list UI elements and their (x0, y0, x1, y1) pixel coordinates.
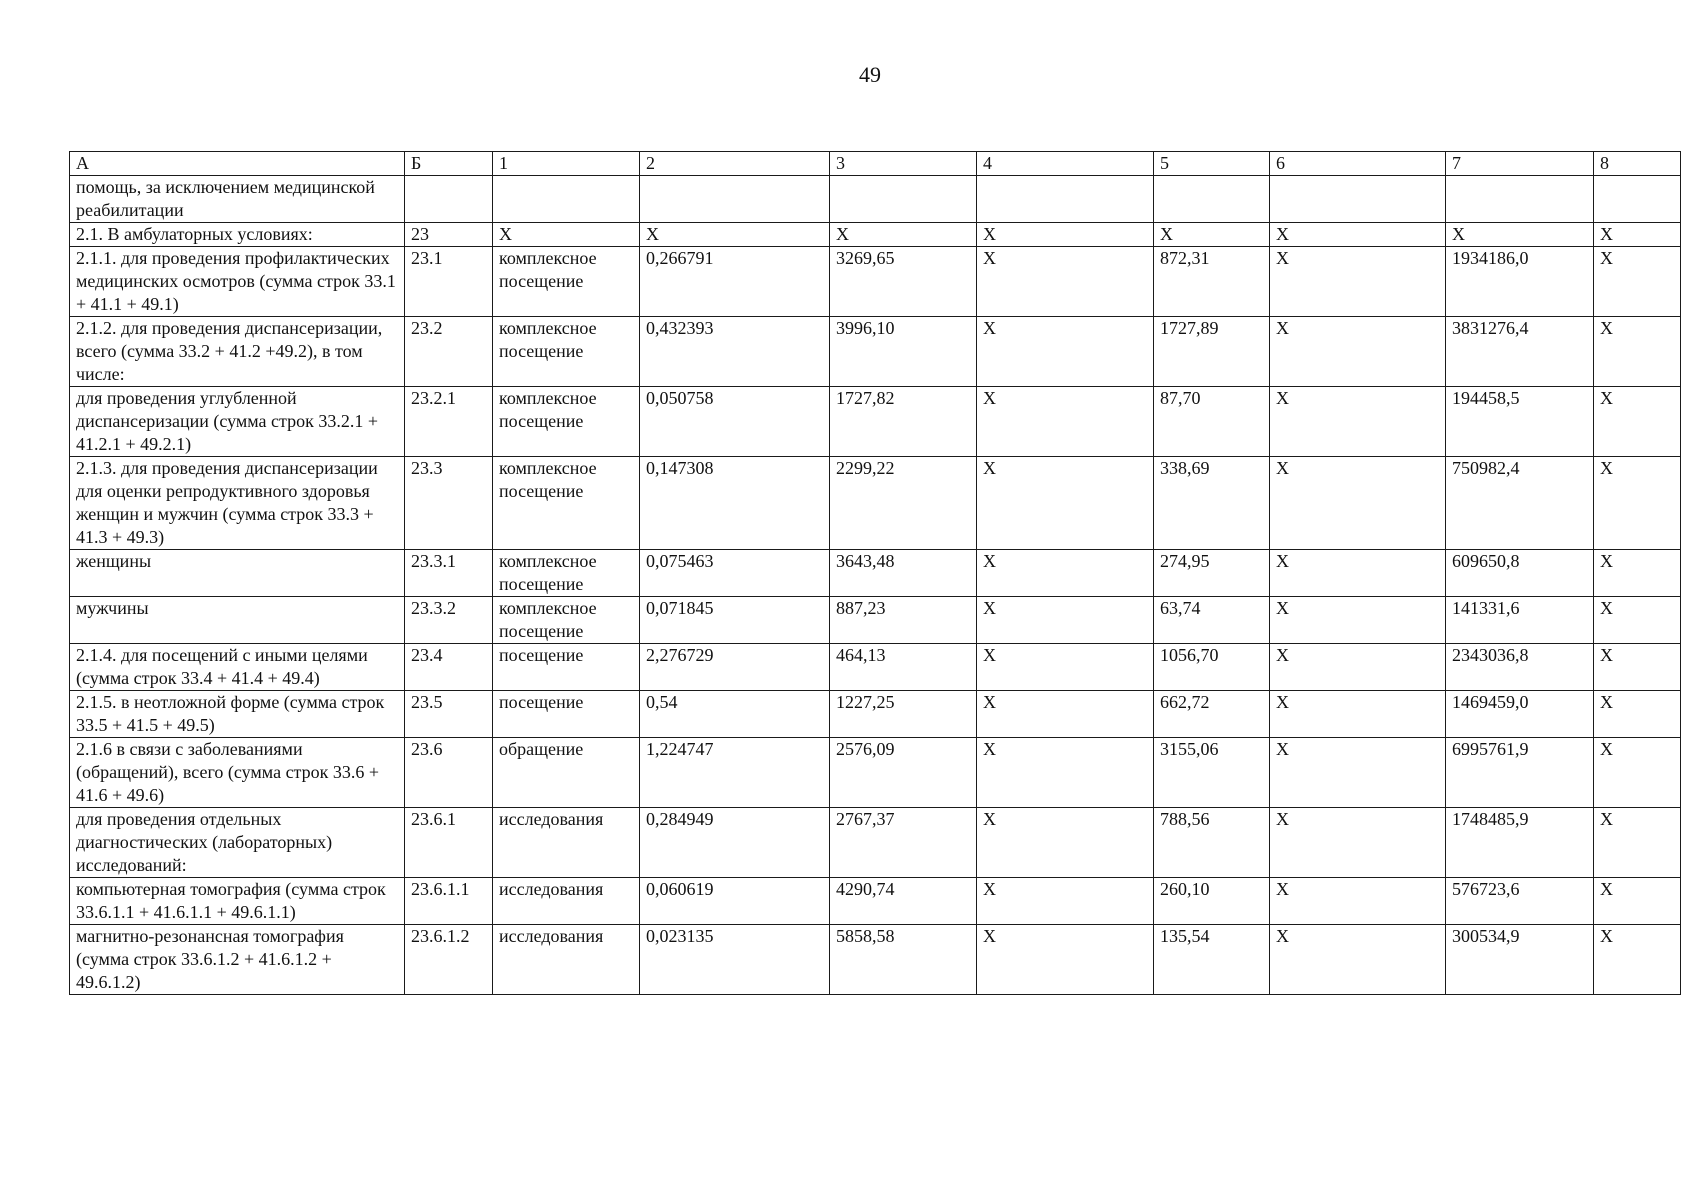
col-8-cell: Х (1594, 317, 1681, 387)
unit-cell: Х (493, 223, 640, 247)
col-8-cell: Х (1594, 223, 1681, 247)
col-4-cell: Х (977, 691, 1154, 738)
col-2-cell: 0,284949 (640, 808, 830, 878)
col-8-cell (1594, 176, 1681, 223)
col-5-cell: 87,70 (1154, 387, 1270, 457)
col-6-cell: Х (1270, 808, 1446, 878)
table-row (70, 457, 1681, 550)
col-7-cell: 1934186,0 (1446, 247, 1594, 317)
table-row (70, 691, 1681, 738)
col-6-cell: Х (1270, 691, 1446, 738)
unit-cell (493, 176, 640, 223)
col-3-cell: 887,23 (830, 597, 977, 644)
col-3-cell: 4290,74 (830, 878, 977, 925)
col-6-cell: Х (1270, 597, 1446, 644)
row-label-cell: для проведения отдельных диагностических (лабораторных) исследований: (70, 808, 405, 878)
col-2-cell: 0,060619 (640, 878, 830, 925)
row-label-cell: 2.1.2. для проведения диспансеризации, всего (сумма 33.2 + 41.2 +49.2), в том числе: (70, 317, 405, 387)
unit-cell: комплексное посещение (493, 387, 640, 457)
col-4-cell: Х (977, 247, 1154, 317)
col-8-cell: Х (1594, 878, 1681, 925)
unit-cell: посещение (493, 644, 640, 691)
col-8-cell: Х (1594, 597, 1681, 644)
col-3-cell: 1227,25 (830, 691, 977, 738)
col-6-cell: Х (1270, 223, 1446, 247)
col-5-cell: 135,54 (1154, 925, 1270, 995)
row-code-cell: 23 (405, 223, 493, 247)
row-label-cell: 2.1.6 в связи с заболеваниями (обращений), всего (сумма строк 33.6 + 41.6 + 49.6) (70, 738, 405, 808)
col-7-cell: 194458,5 (1446, 387, 1594, 457)
col-8-cell: Х (1594, 691, 1681, 738)
unit-cell: комплексное посещение (493, 317, 640, 387)
col-2-cell: Х (640, 223, 830, 247)
col-7-cell: 750982,4 (1446, 457, 1594, 550)
col-8-cell: Х (1594, 738, 1681, 808)
col-3-cell: 3643,48 (830, 550, 977, 597)
col-3-cell: 2299,22 (830, 457, 977, 550)
table-row (70, 808, 1681, 878)
unit-cell: исследования (493, 878, 640, 925)
col-6-cell: Х (1270, 317, 1446, 387)
col-5-cell (1154, 176, 1270, 223)
table-row (70, 738, 1681, 808)
row-code-cell: 23.4 (405, 644, 493, 691)
unit-cell: комплексное посещение (493, 597, 640, 644)
col-2-cell: 0,050758 (640, 387, 830, 457)
col-6-cell (1270, 176, 1446, 223)
col-7-cell: 300534,9 (1446, 925, 1594, 995)
data-table (69, 151, 1681, 995)
col-3-cell: 1727,82 (830, 387, 977, 457)
unit-cell: комплексное посещение (493, 247, 640, 317)
col-5-cell: 872,31 (1154, 247, 1270, 317)
column-header: 6 (1270, 152, 1446, 176)
col-5-cell: 63,74 (1154, 597, 1270, 644)
row-label-cell: мужчины (70, 597, 405, 644)
table-row (70, 925, 1681, 995)
table-row (70, 247, 1681, 317)
table-header-row (70, 152, 1681, 176)
column-header: 8 (1594, 152, 1681, 176)
col-2-cell (640, 176, 830, 223)
col-3-cell: 2767,37 (830, 808, 977, 878)
col-5-cell: 274,95 (1154, 550, 1270, 597)
col-7-cell: Х (1446, 223, 1594, 247)
row-label-cell: 2.1. В амбулаторных условиях: (70, 223, 405, 247)
table-row (70, 550, 1681, 597)
col-2-cell: 0,432393 (640, 317, 830, 387)
row-label-cell: 2.1.5. в неотложной форме (сумма строк 33.5 + 41.5 + 49.5) (70, 691, 405, 738)
row-code-cell: 23.6 (405, 738, 493, 808)
col-4-cell: Х (977, 550, 1154, 597)
col-8-cell: Х (1594, 387, 1681, 457)
row-label-cell: магнитно-резонансная томография (сумма строк 33.6.1.2 + 41.6.1.2 + 49.6.1.2) (70, 925, 405, 995)
column-header: 3 (830, 152, 977, 176)
col-6-cell: Х (1270, 457, 1446, 550)
col-3-cell: 3996,10 (830, 317, 977, 387)
row-label-cell: помощь, за исключением медицинской реабилитации (70, 176, 405, 223)
col-5-cell: 3155,06 (1154, 738, 1270, 808)
col-3-cell (830, 176, 977, 223)
col-7-cell (1446, 176, 1594, 223)
col-7-cell: 2343036,8 (1446, 644, 1594, 691)
table-body (70, 176, 1681, 995)
row-code-cell: 23.6.1.2 (405, 925, 493, 995)
col-2-cell: 2,276729 (640, 644, 830, 691)
unit-cell: комплексное посещение (493, 550, 640, 597)
col-5-cell: 788,56 (1154, 808, 1270, 878)
col-8-cell: Х (1594, 925, 1681, 995)
col-6-cell: Х (1270, 644, 1446, 691)
col-2-cell: 0,54 (640, 691, 830, 738)
col-2-cell: 0,023135 (640, 925, 830, 995)
col-3-cell: 3269,65 (830, 247, 977, 317)
col-4-cell: Х (977, 317, 1154, 387)
row-code-cell: 23.6.1 (405, 808, 493, 878)
col-5-cell: 1727,89 (1154, 317, 1270, 387)
row-code-cell: 23.3.2 (405, 597, 493, 644)
column-header: 4 (977, 152, 1154, 176)
row-label-cell: 2.1.3. для проведения диспансеризации для оценки репродуктивного здоровья женщин и мужчин (сумма строк 33.3 + 41.3 + 49.3) (70, 457, 405, 550)
col-8-cell: Х (1594, 247, 1681, 317)
col-3-cell: 2576,09 (830, 738, 977, 808)
row-label-cell: для проведения углубленной диспансеризации (сумма строк 33.2.1 + 41.2.1 + 49.2.1) (70, 387, 405, 457)
column-header: А (70, 152, 405, 176)
col-4-cell: Х (977, 738, 1154, 808)
col-6-cell: Х (1270, 550, 1446, 597)
col-7-cell: 576723,6 (1446, 878, 1594, 925)
row-code-cell: 23.3.1 (405, 550, 493, 597)
col-5-cell: 260,10 (1154, 878, 1270, 925)
col-8-cell: Х (1594, 550, 1681, 597)
col-4-cell: Х (977, 597, 1154, 644)
col-4-cell: Х (977, 457, 1154, 550)
col-4-cell: Х (977, 223, 1154, 247)
col-2-cell: 1,224747 (640, 738, 830, 808)
col-2-cell: 0,266791 (640, 247, 830, 317)
column-header: Б (405, 152, 493, 176)
row-label-cell: 2.1.4. для посещений с иными целями (сумма строк 33.4 + 41.4 + 49.4) (70, 644, 405, 691)
col-6-cell: Х (1270, 247, 1446, 317)
unit-cell: исследования (493, 925, 640, 995)
col-2-cell: 0,071845 (640, 597, 830, 644)
unit-cell: обращение (493, 738, 640, 808)
col-6-cell: Х (1270, 387, 1446, 457)
table-row (70, 317, 1681, 387)
row-label-cell: женщины (70, 550, 405, 597)
page-number: 49 (859, 62, 881, 87)
col-2-cell: 0,075463 (640, 550, 830, 597)
col-3-cell: Х (830, 223, 977, 247)
col-8-cell: Х (1594, 457, 1681, 550)
col-2-cell: 0,147308 (640, 457, 830, 550)
table-row (70, 644, 1681, 691)
col-3-cell: 5858,58 (830, 925, 977, 995)
unit-cell: посещение (493, 691, 640, 738)
unit-cell: исследования (493, 808, 640, 878)
row-code-cell: 23.6.1.1 (405, 878, 493, 925)
table-row (70, 387, 1681, 457)
col-4-cell (977, 176, 1154, 223)
unit-cell: комплексное посещение (493, 457, 640, 550)
col-5-cell: Х (1154, 223, 1270, 247)
col-5-cell: 338,69 (1154, 457, 1270, 550)
col-7-cell: 609650,8 (1446, 550, 1594, 597)
col-4-cell: Х (977, 387, 1154, 457)
row-code-cell: 23.2 (405, 317, 493, 387)
col-4-cell: Х (977, 878, 1154, 925)
row-code-cell: 23.1 (405, 247, 493, 317)
col-3-cell: 464,13 (830, 644, 977, 691)
table-row (70, 878, 1681, 925)
column-header: 1 (493, 152, 640, 176)
table-row (70, 176, 1681, 223)
row-label-cell: 2.1.1. для проведения профилактических медицинских осмотров (сумма строк 33.1 + 41.1 + 49.1) (70, 247, 405, 317)
col-4-cell: Х (977, 644, 1154, 691)
row-label-cell: компьютерная томография (сумма строк 33.6.1.1 + 41.6.1.1 + 49.6.1.1) (70, 878, 405, 925)
row-code-cell: 23.2.1 (405, 387, 493, 457)
col-7-cell: 1469459,0 (1446, 691, 1594, 738)
col-6-cell: Х (1270, 878, 1446, 925)
col-6-cell: Х (1270, 925, 1446, 995)
table-row (70, 223, 1681, 247)
col-7-cell: 3831276,4 (1446, 317, 1594, 387)
column-header: 7 (1446, 152, 1594, 176)
row-code-cell: 23.5 (405, 691, 493, 738)
col-8-cell: Х (1594, 808, 1681, 878)
col-4-cell: Х (977, 808, 1154, 878)
col-8-cell: Х (1594, 644, 1681, 691)
table-row (70, 597, 1681, 644)
col-7-cell: 141331,6 (1446, 597, 1594, 644)
col-7-cell: 1748485,9 (1446, 808, 1594, 878)
row-code-cell (405, 176, 493, 223)
row-code-cell: 23.3 (405, 457, 493, 550)
column-header: 2 (640, 152, 830, 176)
column-header: 5 (1154, 152, 1270, 176)
col-4-cell: Х (977, 925, 1154, 995)
col-5-cell: 1056,70 (1154, 644, 1270, 691)
col-6-cell: Х (1270, 738, 1446, 808)
col-7-cell: 6995761,9 (1446, 738, 1594, 808)
col-5-cell: 662,72 (1154, 691, 1270, 738)
